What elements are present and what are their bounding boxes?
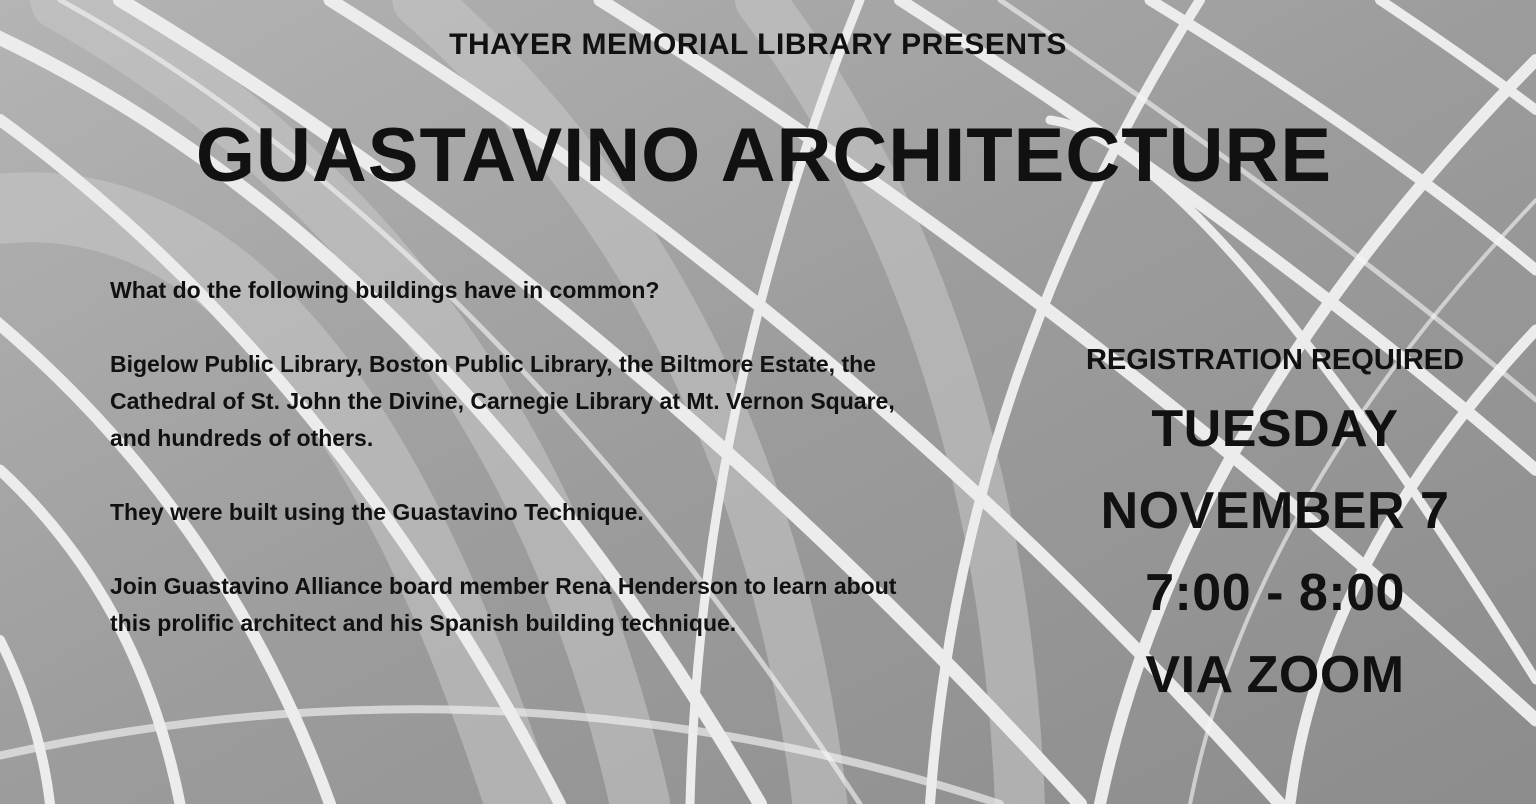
event-day: TUESDAY [1151,400,1399,458]
presenter-heading: THAYER MEMORIAL LIBRARY PRESENTS [449,28,1067,61]
event-time: 7:00 - 8:00 [1145,564,1405,622]
event-venue: VIA ZOOM [1145,646,1405,704]
event-details [1040,338,1510,716]
description-question: What do the following buildings have in common? [110,277,660,303]
description-answer: They were built using the Guastavino Technique. [110,499,644,525]
description-invitation: Join Guastavino Alliance board member Rena Henderson to learn about this prolific architect and his Spanish building technique. [110,573,897,636]
event-title: GUASTAVINO ARCHITECTURE [195,113,1333,198]
event-date: NOVEMBER 7 [1100,482,1450,540]
registration-notice: REGISTRATION REQUIRED [1085,344,1465,376]
description-buildings: Bigelow Public Library, Boston Public Library, the Biltmore Estate, the Cathedral of St. John the Divine, Carnegie Library at Mt. Vernon Square, and hundreds of others. [110,351,895,451]
event-description [110,272,930,679]
